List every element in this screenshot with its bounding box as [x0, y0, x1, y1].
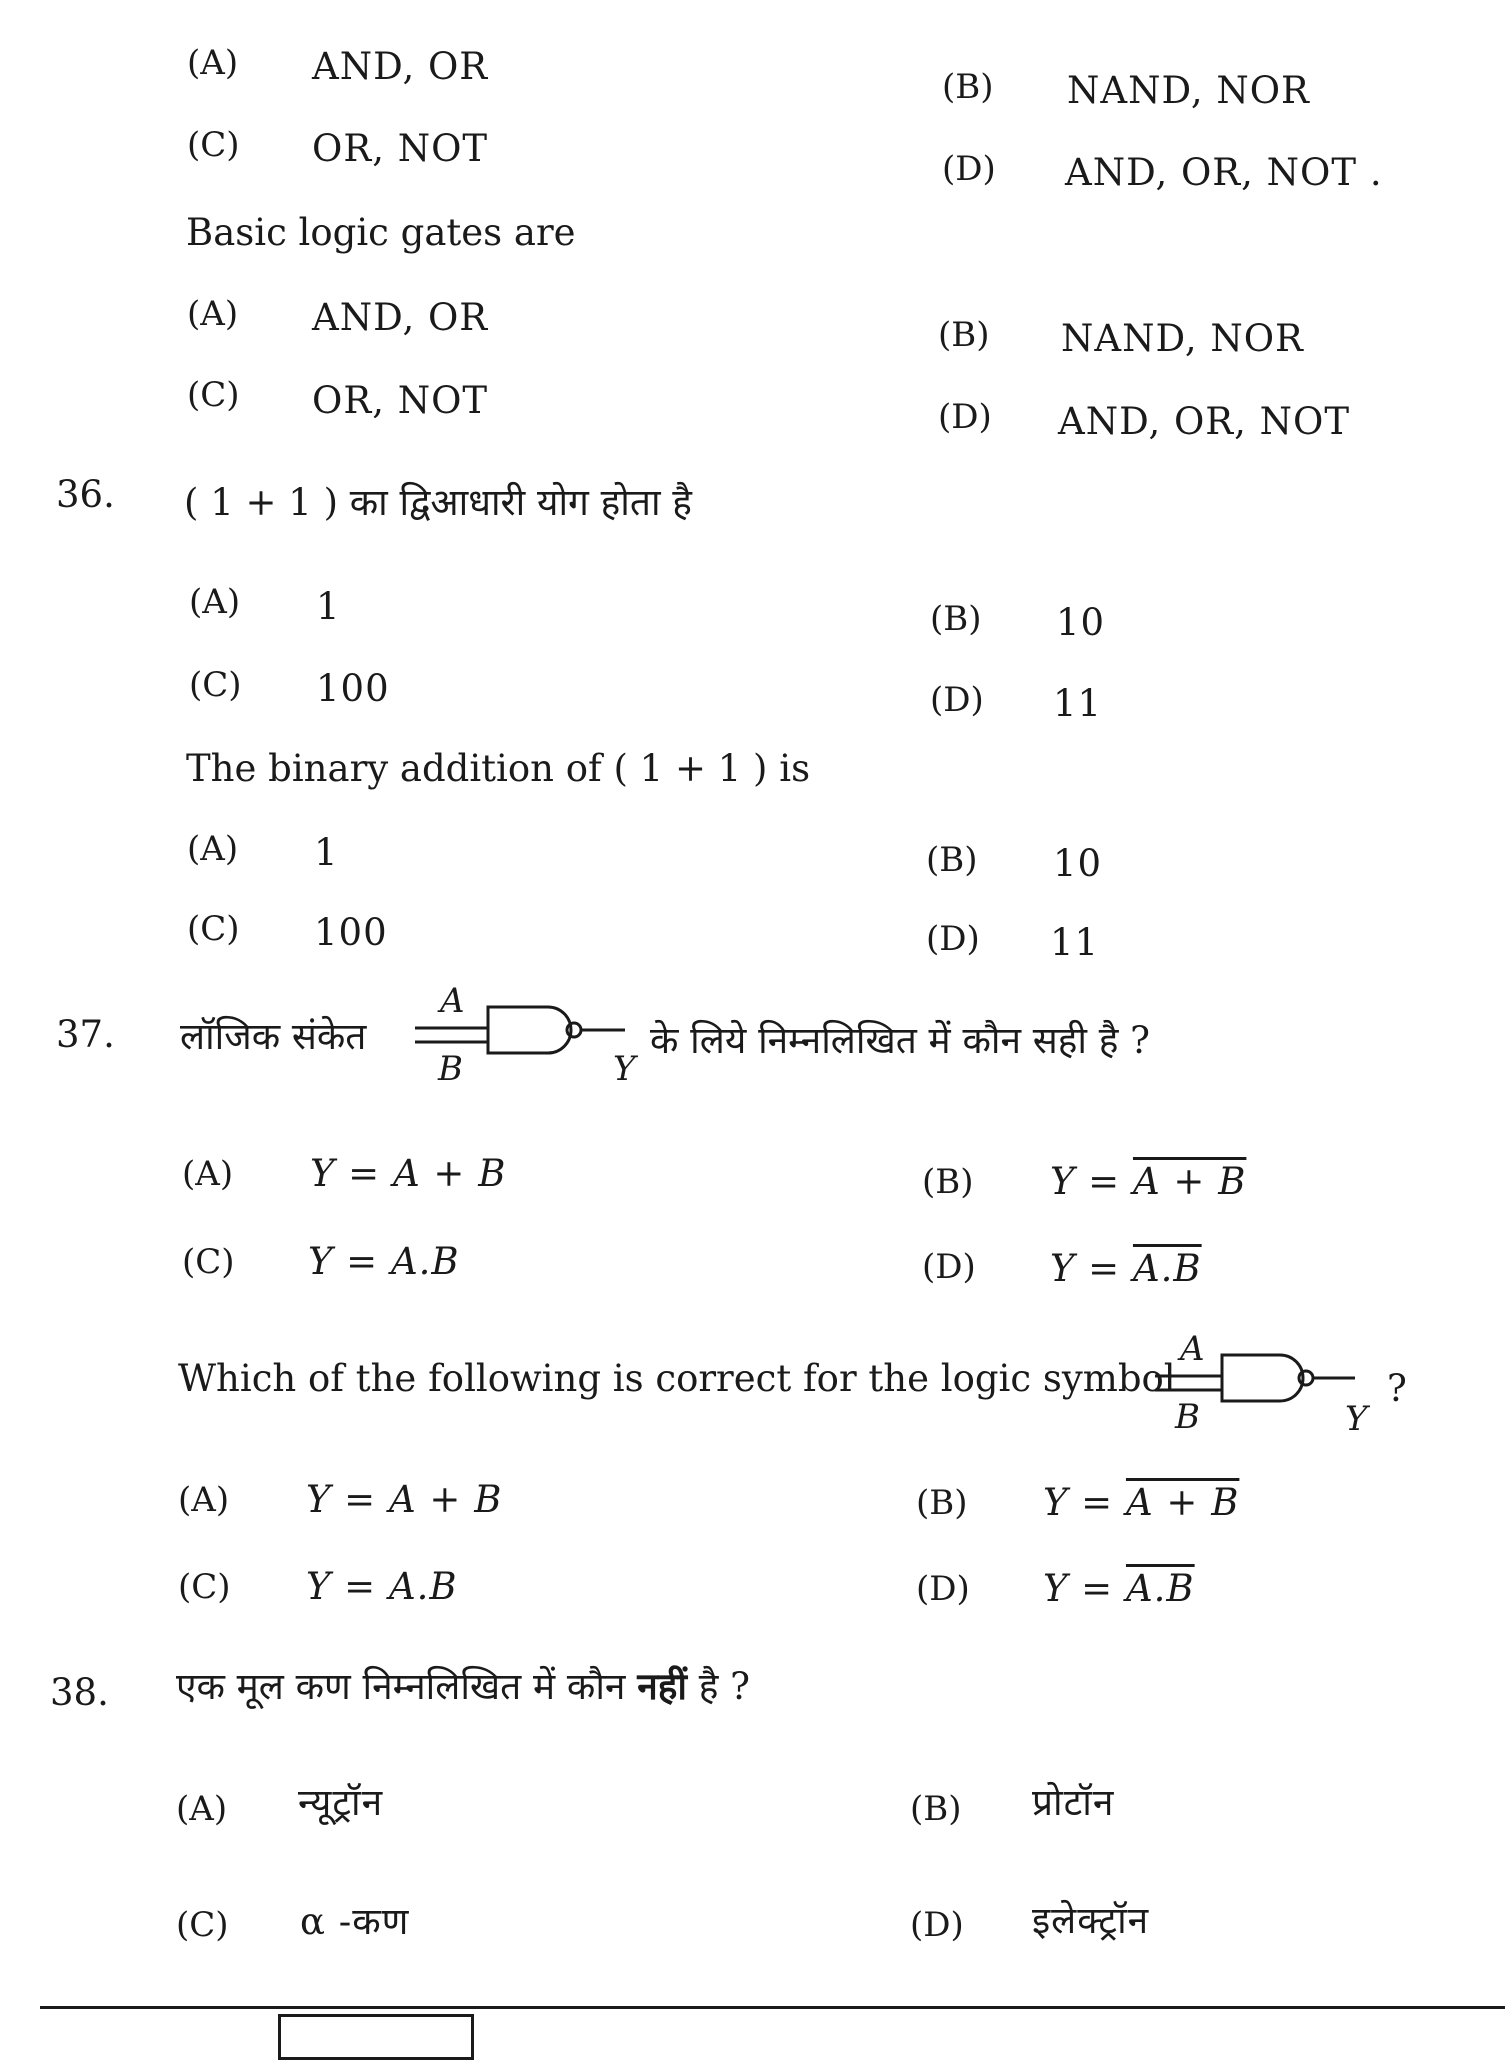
option-label: (A) — [187, 294, 239, 334]
option-label: (D) — [938, 397, 992, 437]
option-text: NAND, NOR — [1061, 317, 1304, 360]
question-text-hindi: ( 1 + 1 ) का द्विआधारी योग होता है — [184, 481, 692, 524]
option-text: 100 — [316, 667, 390, 710]
option-text: NAND, NOR — [1067, 69, 1310, 112]
option-text: इलेक्ट्रॉन — [1032, 1899, 1150, 1942]
option-text: AND, OR — [312, 45, 489, 88]
option-text: Y = A.B — [306, 1565, 458, 1608]
option-text: Y = A + B — [1050, 1160, 1247, 1203]
question-mark: ? — [1387, 1367, 1407, 1410]
question-number: 36. — [56, 473, 115, 516]
option-label: (B) — [916, 1483, 968, 1523]
option-label: (A) — [187, 43, 239, 83]
option-label: (D) — [930, 680, 984, 720]
option-text: AND, OR — [312, 296, 489, 339]
option-label: (C) — [178, 1567, 231, 1607]
option-label: (C) — [189, 665, 242, 705]
option-label: (A) — [178, 1480, 230, 1520]
option-label: (B) — [910, 1789, 962, 1829]
option-text: न्यूट्रॉन — [298, 1781, 384, 1824]
option-label: (B) — [922, 1162, 974, 1202]
option-label: (D) — [942, 149, 996, 189]
gate-input-b-label: B — [438, 1049, 463, 1089]
option-label: (C) — [176, 1905, 229, 1945]
question-text-hindi-suffix: के लिये निम्नलिखित में कौन सही है ? — [650, 1019, 1150, 1062]
option-text: 11 — [1050, 921, 1100, 964]
option-text: 1 — [314, 831, 339, 874]
option-label: (D) — [922, 1247, 976, 1287]
option-text: Y = A.B — [1050, 1247, 1202, 1290]
option-text: 11 — [1053, 682, 1103, 725]
option-text: 10 — [1053, 842, 1103, 885]
option-text: 100 — [314, 911, 388, 954]
question-text-english: The binary addition of ( 1 + 1 ) is — [186, 747, 811, 790]
option-text: AND, OR, NOT — [1058, 400, 1351, 443]
option-text: AND, OR, NOT . — [1065, 151, 1383, 194]
option-label: (A) — [187, 829, 239, 869]
option-text: OR, NOT — [312, 127, 489, 170]
option-text: 1 — [316, 585, 341, 628]
option-label: (C) — [187, 909, 240, 949]
option-text: Y = A + B — [306, 1478, 503, 1521]
footer-rule — [40, 2006, 1505, 2009]
option-text: Y = A + B — [1043, 1481, 1240, 1524]
option-label: (C) — [182, 1242, 235, 1282]
gate-output-label: Y — [1345, 1399, 1368, 1439]
gate-output-label: Y — [613, 1049, 636, 1089]
option-label: (B) — [926, 840, 978, 880]
question-number: 38. — [50, 1671, 109, 1714]
option-label: (B) — [942, 67, 994, 107]
question-number: 37. — [56, 1013, 115, 1056]
nand-gate-icon — [410, 980, 640, 1100]
gate-input-a-label: A — [1180, 1329, 1205, 1369]
option-text: Y = A.B — [1043, 1567, 1195, 1610]
option-label: (A) — [189, 582, 241, 622]
question-text: Basic logic gates are — [186, 211, 576, 254]
question-text-english-prefix: Which of the following is correct for the logic symbol — [178, 1357, 1176, 1400]
option-text: 10 — [1056, 601, 1106, 644]
gate-input-b-label: B — [1175, 1397, 1200, 1437]
option-label: (A) — [176, 1789, 228, 1829]
question-text-hindi-prefix: लॉजिक संकेत — [180, 1015, 367, 1058]
gate-input-a-label: A — [440, 981, 465, 1021]
option-label: (A) — [182, 1154, 234, 1194]
question-text-hindi: एक मूल कण निम्नलिखित में कौन नहीं है ? — [176, 1664, 750, 1708]
option-label: (D) — [910, 1905, 964, 1945]
option-label: (D) — [916, 1569, 970, 1609]
option-label: (B) — [930, 599, 982, 639]
option-label: (C) — [187, 375, 240, 415]
option-label: (C) — [187, 125, 240, 165]
option-text: OR, NOT — [312, 379, 489, 422]
option-text: Y = A + B — [310, 1152, 507, 1195]
footer-code-box — [278, 2014, 474, 2060]
nand-gate-icon — [1150, 1328, 1380, 1448]
option-label: (B) — [938, 315, 990, 355]
option-text: प्रोटॉन — [1032, 1781, 1115, 1824]
option-label: (D) — [926, 919, 980, 959]
option-text: α -कण — [300, 1900, 410, 1943]
option-text: Y = A.B — [308, 1240, 460, 1283]
